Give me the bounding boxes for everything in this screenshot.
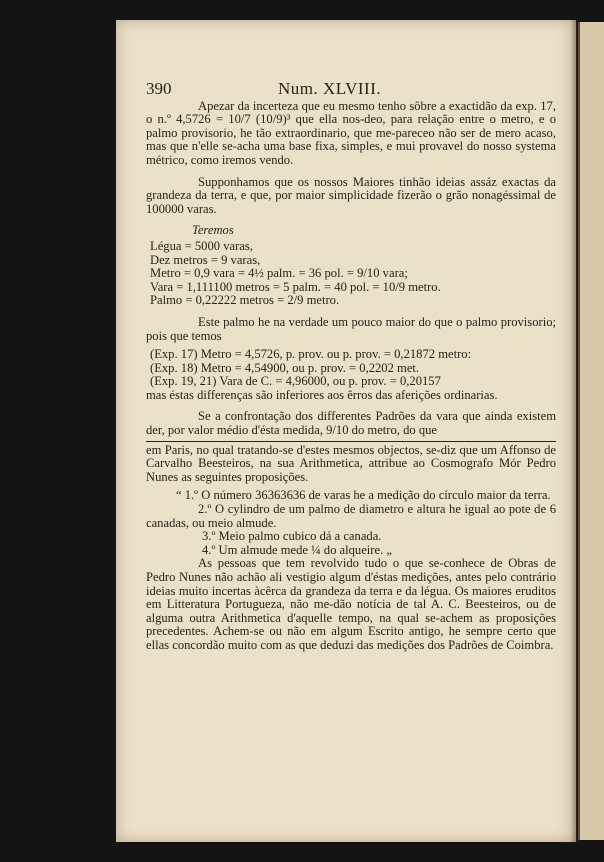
experiment-line: (Exp. 17) Metro = 4,5726, p. prov. ou p. prov. = 0,21872 metro: bbox=[150, 347, 472, 362]
equation-line: Dez metros = 9 varas, bbox=[150, 252, 261, 267]
paragraph: Se a confrontação dos differentes Padrões da vara que ainda existem der, por valor médio d'ésta medida, 9/10 do metro, do que bbox=[146, 409, 556, 438]
paragraph: Este palmo he na verdade um pouco maior do que o palmo provisorio; pois que temos bbox=[146, 314, 556, 343]
equation-line: Vara = 1,111100 metros = 5 palm. = 40 pol. = 10/9 metro. bbox=[150, 279, 441, 294]
experiment-line: (Exp. 18) Metro = 4,54900, ou p. prov. = 0,2202 met. bbox=[150, 360, 420, 375]
proposition: 4.º Um almude mede ¼ do alqueire. „ bbox=[202, 542, 392, 557]
paragraph: mas éstas differenças são inferiores aos êrros das aferições ordinarias. bbox=[146, 387, 498, 402]
adjacent-page-edge bbox=[578, 22, 604, 840]
proposition: “ 1.º O número 36363636 de varas he a medição do círculo maior da terra. bbox=[176, 488, 551, 503]
equation-line: Palmo = 0,22222 metros = 2/9 metro. bbox=[150, 293, 340, 308]
paragraph: Apezar da incerteza que eu mesmo tenho sôbre a exactidão da exp. 17, o n.º 4,5726 = 10/7 (10/9)³ que ella nos-deo, para relação entre o metro, e o palmo provisorio, he tão extraordinario, que me-pareceo não ser de mero acaso, mas que n'elle se-acha uma base fixa, simples, e mui provavel do nosso systema métrico, como iremos vendo. bbox=[146, 98, 556, 167]
page-text bbox=[146, 79, 556, 653]
proposition: 2.º O cylindro de um palmo de diametro e altura he igual ao pote de 6 canadas, ou meio almude. bbox=[146, 502, 556, 530]
equation-line: Metro = 0,9 vara = 4½ palm. = 36 pol. = 9/10 vara; bbox=[150, 266, 408, 281]
gutter-shadow bbox=[570, 20, 578, 842]
paragraph: em Paris, no qual tratando-se d'estes mesmos objectos, se-diz que um Affonso de Carvalho Beesteiros, na sua Arithmetica, attribue ao Cosmografo Mór Pedro Nunes as seguintes proposições. bbox=[146, 442, 556, 484]
proposition: 3.º Meio palmo cubico dá a canada. bbox=[202, 529, 382, 544]
issue-title: Num. XLVIII. bbox=[278, 79, 382, 98]
terms-heading: Teremos bbox=[192, 223, 234, 238]
experiment-line: (Exp. 19, 21) Vara de C. = 4,96000, ou p. prov. = 0,20157 bbox=[150, 374, 441, 389]
paragraph: As pessoas que tem revolvido tudo o que se-conhece de Obras de Pedro Nunes não achão ali vestigio algum d'éstas medições, antes pelo contrário ideias muito incertas àcêrca da grandeza da terra e da légua. Os maiores eruditos em Litteratura Portugueza, não me-dão notícia de tal A. C. Beesteiros, ou de alguma outra Arithmetica d'aquelle tempo, na qual se-achem as proposições precedentes. Achem-se ou não em algum Escrito antigo, he sempre certo que ellas concordão muito com as que deduzi das medições dos Padrões de Coimbra. bbox=[146, 556, 556, 652]
equation-line: Légua = 5000 varas, bbox=[150, 238, 253, 253]
divider-rule bbox=[146, 441, 556, 442]
page-number: 390 bbox=[146, 79, 172, 98]
paragraph: Supponhamos que os nossos Maiores tinhão ideias assáz exactas da grandeza da terra, e que, por maior simplicidade fizerão o grão nonagéssimal de 100000 varas. bbox=[146, 174, 556, 216]
running-header bbox=[146, 79, 556, 98]
